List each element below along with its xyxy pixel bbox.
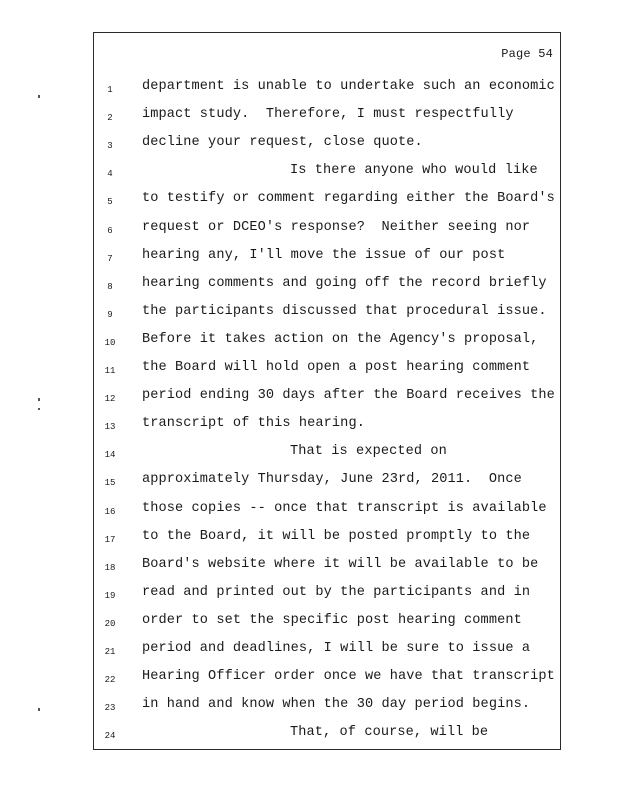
transcript-line	[94, 416, 560, 444]
transcript-line	[94, 585, 560, 613]
line-number: 9	[107, 309, 113, 320]
line-number: 21	[104, 647, 116, 657]
line-number: 14	[104, 450, 116, 461]
line-text: to the Board, it will be posted promptly to the	[142, 528, 531, 544]
transcript-line	[94, 529, 560, 557]
transcript-line	[94, 135, 560, 163]
line-number: 17	[104, 534, 116, 545]
line-text: in hand and know when the 30 day period begins.	[142, 697, 531, 713]
transcript-line	[94, 79, 560, 107]
page-number: Page 54	[501, 47, 553, 61]
line-text: hearing any, I'll move the issue of our post	[142, 247, 506, 263]
transcript-line	[94, 501, 560, 529]
scan-speck	[38, 398, 40, 401]
line-number: 3	[107, 141, 113, 152]
line-text: Is there anyone who would like	[290, 163, 538, 179]
scan-speck	[38, 708, 40, 711]
line-number: 10	[104, 337, 116, 348]
line-number: 7	[107, 253, 113, 264]
line-text: to testify or comment regarding either the Board's	[142, 191, 555, 207]
line-text: request or DCEO's response? Neither seeing nor	[142, 219, 531, 235]
transcript-line	[94, 248, 560, 276]
line-text: decline your request, close quote.	[142, 135, 423, 151]
transcript-line	[94, 557, 560, 585]
line-number: 8	[107, 281, 113, 292]
line-number: 18	[104, 562, 116, 573]
transcript-line	[94, 472, 560, 500]
line-number: 20	[104, 618, 116, 629]
line-number: 1	[107, 85, 113, 95]
transcript-line	[94, 613, 560, 641]
line-text: the Board will hold open a post hearing comment	[142, 360, 531, 375]
line-text: order to set the specific post hearing comment	[142, 612, 522, 628]
line-text: Before it takes action on the Agency's proposal,	[142, 331, 539, 347]
transcript-line	[94, 304, 560, 332]
transcript-line	[94, 388, 560, 416]
transcript-line	[94, 725, 560, 753]
line-text: those copies -- once that transcript is available	[142, 500, 547, 516]
line-number: 23	[104, 703, 116, 714]
line-number: 5	[107, 197, 113, 208]
transcript-page	[93, 32, 561, 750]
line-text: Hearing Officer order once we have that transcript	[142, 669, 555, 685]
transcript-line	[94, 220, 560, 248]
line-number: 22	[104, 675, 116, 686]
transcript-line	[94, 360, 560, 388]
line-text: department is unable to undertake such an economic	[142, 79, 555, 94]
transcript-line	[94, 444, 560, 472]
scan-speck	[38, 408, 40, 410]
line-number: 4	[107, 169, 113, 180]
line-text: That is expected on	[290, 444, 447, 460]
transcript-line	[94, 697, 560, 725]
line-number: 12	[104, 394, 116, 405]
line-text: read and printed out by the participants and in	[142, 584, 531, 600]
line-text: hearing comments and going off the record briefly	[142, 275, 547, 291]
line-number: 6	[107, 225, 113, 236]
transcript-line	[94, 641, 560, 669]
transcript-line	[94, 191, 560, 219]
line-number: 24	[104, 731, 116, 742]
line-number: 2	[107, 113, 113, 124]
scan-speck	[38, 95, 40, 98]
transcript-line	[94, 107, 560, 135]
line-number: 13	[104, 422, 116, 433]
line-text: Board's website where it will be available to be	[142, 556, 539, 572]
line-text: period and deadlines, I will be sure to issue a	[142, 641, 531, 656]
transcript-line	[94, 276, 560, 304]
line-number: 15	[104, 478, 116, 489]
line-text: approximately Thursday, June 23rd, 2011. Once	[142, 472, 522, 488]
line-number: 16	[104, 506, 116, 517]
line-number: 11	[104, 366, 116, 376]
transcript-line	[94, 669, 560, 697]
transcript-line	[94, 332, 560, 360]
line-text: impact study. Therefore, I must respectfully	[142, 107, 514, 123]
line-text: the participants discussed that procedural issue.	[142, 303, 547, 319]
line-number: 19	[104, 590, 116, 601]
line-text: period ending 30 days after the Board receives the	[142, 388, 555, 404]
line-text: That, of course, will be	[290, 725, 489, 741]
line-text: transcript of this hearing.	[142, 416, 365, 432]
transcript-line	[94, 163, 560, 191]
